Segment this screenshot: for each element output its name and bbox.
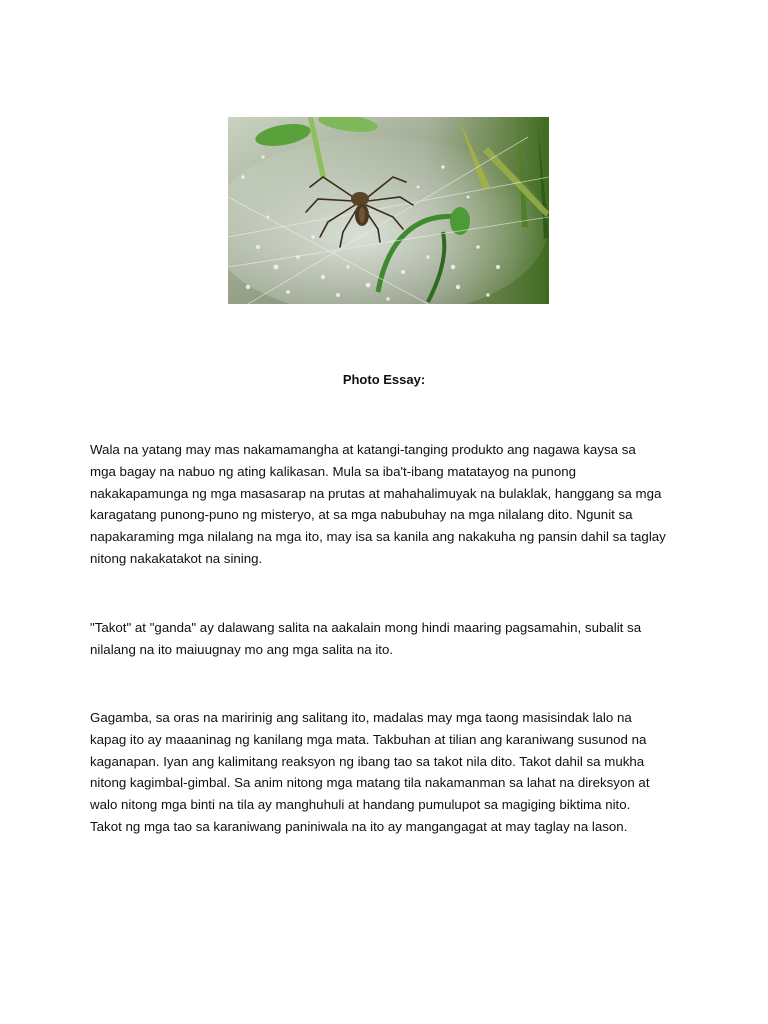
essay-paragraph-1 <box>90 439 690 570</box>
spider-web-photo <box>228 117 549 304</box>
essay-paragraph-3 <box>90 707 690 838</box>
paragraph-line: kaganapan. Iyan ang kalimitang reaksyon ng ibang tao sa takot nila dito. Takot dahil sa mukha <box>90 753 645 769</box>
paragraph-line: napakaraming mga nilalang na mga ito, may isa sa kanila ang nakakuha ng pansin dahil sa taglay <box>90 529 666 545</box>
spider-web-photo-art <box>228 117 549 304</box>
paragraph-line: Takot ng mga tao sa karaniwang paniniwala na ito ay mangangagat at may taglay na lason. <box>90 818 628 834</box>
paragraph-line: nitong nakakatakot na sining. <box>90 550 263 566</box>
paragraph-line: Gagamba, sa oras na maririnig ang salitang ito, madalas may mga taong masisindak lalo na <box>90 710 632 725</box>
paragraph-line: nilalang na ito maiuugnay mo ang mga salita na ito. <box>90 641 394 657</box>
paragraph-line: "Takot" at "ganda" ay dalawang salita na aakalain mong hindi maaring pagsamahin, subalit sa <box>90 620 642 635</box>
paragraph-line: nakakapamunga ng mga masasarap na prutas at mahahalimuyak na bulaklak, hanggang sa mga <box>90 485 662 501</box>
paragraph-line: nitong kagimbal-gimbal. Sa anim nitong mga matang tila nakamanman sa lahat na direksyon at <box>90 775 650 791</box>
paragraph-line: Wala na yatang may mas nakamamangha at katangi-tanging produkto ang nagawa kaysa sa <box>90 442 636 457</box>
paragraph-line: kapag ito ay maaaninag ng kanilang mga mata. Takbuhan at tilian ang karaniwang susunod na <box>90 731 647 747</box>
paragraph-line: mga bagay na nabuo ng ating kalikasan. Mula sa iba't-ibang matatayog na punong <box>90 463 576 479</box>
paragraph-line: walo nitong mga binti na tila ay manghuhuli at handang pumulupot sa magiging biktima nito. <box>90 797 631 813</box>
essay-title: Photo Essay: <box>342 372 426 387</box>
essay-paragraph-2 <box>90 617 690 661</box>
paragraph-line: karagatang punong-puno ng misteryo, at sa mga nabubuhay na mga nilalang dito. Ngunit sa <box>90 507 633 523</box>
